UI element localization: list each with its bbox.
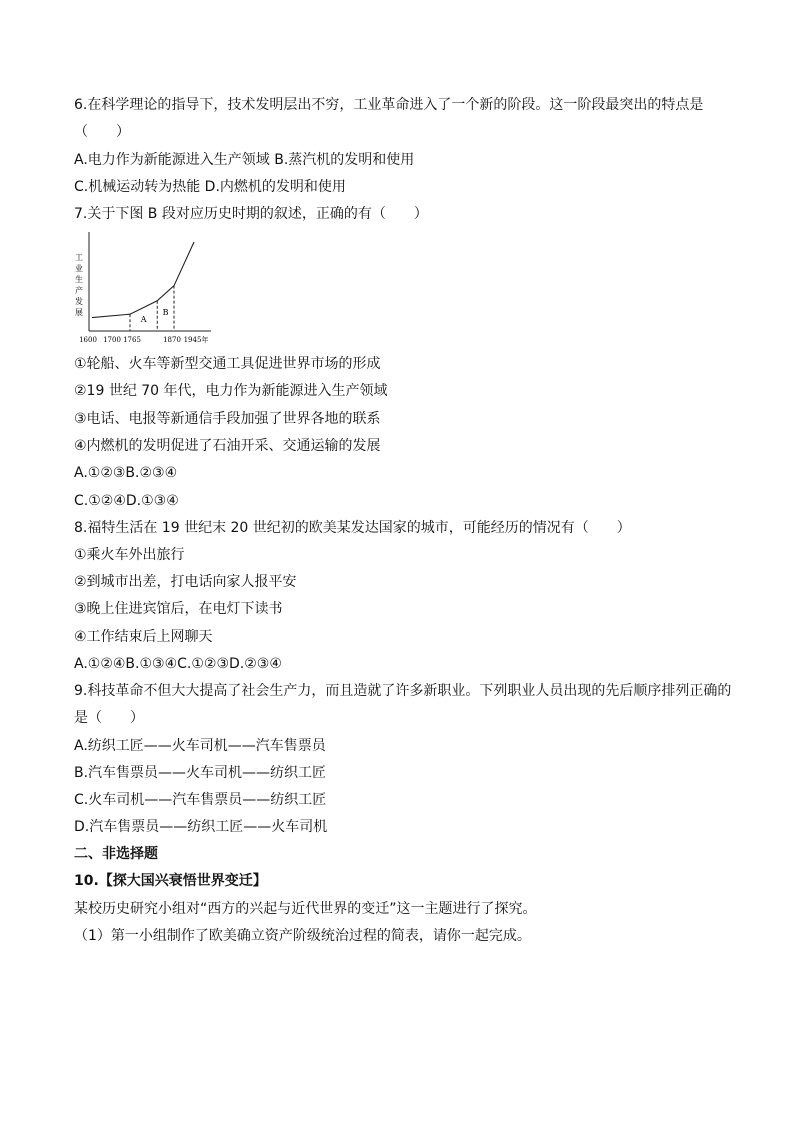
q10-intro: 某校历史研究小组对“西方的兴起与近代世界的变迁”这一主题进行了探究。 — [74, 901, 537, 917]
segment-label-b: B — [162, 308, 169, 317]
q7-options-line1: A.①②③B.②③④ — [74, 465, 178, 481]
q9-option-a: A.纺织工匠——火车司机——汽车售票员 — [74, 738, 326, 754]
q7-item-2: ②19 世纪 70 年代，电力作为新能源进入生产领域 — [74, 383, 388, 399]
segment-label-a: A — [140, 315, 147, 324]
x-tick-label-layer — [79, 335, 208, 344]
x-tick-label: 1945年 — [183, 336, 209, 344]
q8-item-3: ③晚上住进宾馆后，在电灯下读书 — [74, 601, 283, 617]
q10-title: 10.【探大国兴衰悟世界变迁】 — [74, 873, 267, 889]
q8-item-1: ①乘火车外出旅行 — [74, 547, 185, 563]
section2-title: 二、非选择题 — [74, 846, 158, 862]
q7-item-4: ④内燃机的发明促进了石油开采、交通运输的发展 — [74, 438, 381, 454]
q6-options-line1: A.电力作为新能源进入生产领域 B.蒸汽机的发明和使用 — [74, 152, 415, 168]
y-axis-label: 工业生产发展 — [75, 253, 83, 317]
x-tick-label: 1600 — [79, 336, 97, 344]
q9-stem-line2: 是（ ） — [74, 710, 144, 726]
x-tick-label: 1870 — [163, 336, 181, 344]
q6-stem-line1: 6.在科学理论的指导下，技术发明层出不穷，工业革命进入了一个新的阶段。这一阶段最突出的特点是 — [74, 97, 704, 113]
x-tick-label: 1765 — [123, 336, 141, 344]
q8-options: A.①②④B.①③④C.①②③D.②③④ — [74, 656, 282, 672]
q7-options-line2: C.①②④D.①③④ — [74, 493, 179, 509]
q9-option-c: C.火车司机——汽车售票员——纺织工匠 — [74, 792, 327, 808]
q9-stem-line1: 9.科技革命不但大大提高了社会生产力，而且造就了许多新职业。下列职业人员出现的先后顺序排列正确的 — [74, 683, 732, 699]
q7-item-3: ③电话、电报等新通信手段加强了世界各地的联系 — [74, 411, 381, 427]
industry-development-chart — [72, 228, 214, 346]
q7-item-1: ①轮船、火车等新型交通工具促进世界市场的形成 — [74, 356, 381, 372]
chart-svg — [72, 228, 214, 346]
q9-option-d: D.汽车售票员——纺织工匠——火车司机 — [74, 819, 328, 835]
q7-stem: 7.关于下图 B 段对应历史时期的叙述，正确的有（ ） — [74, 206, 428, 222]
q8-stem: 8.福特生活在 19 世纪末 20 世纪初的欧美某发达国家的城市，可能经历的情况有（ ） — [74, 520, 631, 536]
q6-stem-line2: （ ） — [74, 124, 130, 140]
q8-item-2: ②到城市出差，打电话向家人报平安 — [74, 574, 297, 590]
segment-label-layer — [140, 308, 169, 324]
q8-item-4: ④工作结束后上网聊天 — [74, 629, 213, 645]
industry-series-line — [92, 242, 194, 318]
q6-options-line2: C.机械运动转为热能 D.内燃机的发明和使用 — [74, 179, 346, 195]
q10-sub1: （1）第一小组制作了欧美确立资产阶级统治过程的简表，请你一起完成。 — [74, 928, 531, 944]
x-tick-label: 1700 — [103, 336, 121, 344]
q9-option-b: B.汽车售票员——火车司机——纺织工匠 — [74, 765, 327, 781]
